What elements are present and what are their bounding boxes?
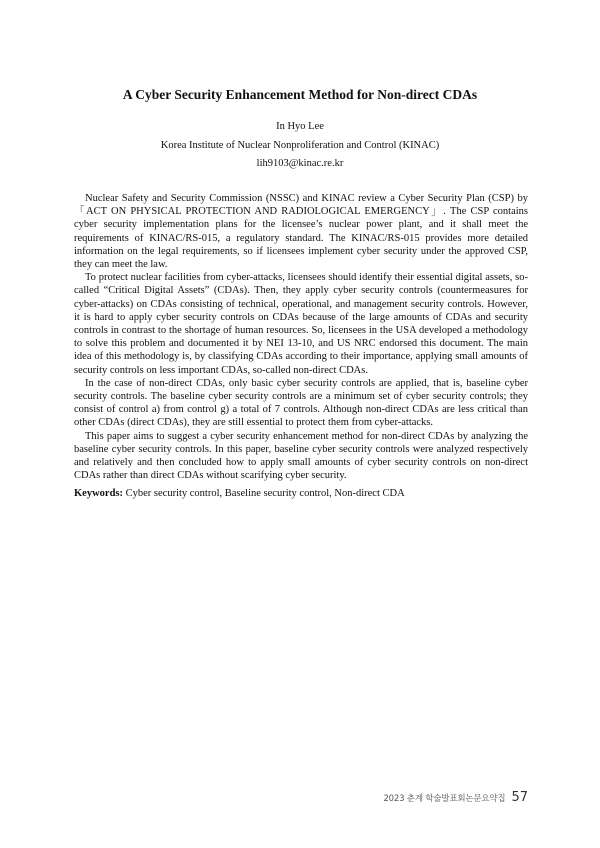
paper-title: A Cyber Security Enhancement Method for Non-direct CDAs: [122, 87, 478, 102]
author-affiliation: Korea Institute of Nuclear Nonproliferation and Control (KINAC): [160, 140, 440, 151]
page-number: 57: [511, 790, 528, 805]
abstract-paragraph: This paper aims to suggest a cyber security enhancement method for non-direct CDAs by analyzing the baseline cyber security controls. In this paper, baseline cyber security controls were analyzed respectively and relatively and then concluded how to apply small amounts of cyber security controls on non-direct CDAs rather than direct CDAs without scarifying cyber security.: [74, 430, 528, 482]
author-email: lih9103@kinac.re.kr: [256, 158, 344, 169]
abstract-body: [74, 192, 528, 482]
abstract-paragraph: To protect nuclear facilities from cyber-attacks, licensees should identify their essential digital assets, so-called “Critical Digital Assets” (CDAs). Then, they apply cyber security controls (countermeasures for cyber-attacks) on CDAs consisting of technical, operational, and management security controls. However, it is hard to apply cyber security controls on CDAs because of the large amounts of CDAs and security controls in contrast to the shortage of human resources. So, licensees in the USA developed a methodology to solve this problem and documented it by NEI 13-10, and US NRC endorsed this document. The main idea of this methodology is, by classifying CDAs according to their importance, applying small amounts of security controls on less important CDAs, so-called non-direct CDAs.: [74, 272, 528, 376]
author-name: In Hyo Lee: [276, 121, 324, 132]
abstract-paragraph: Nuclear Safety and Security Commission (NSSC) and KINAC review a Cyber Security Plan (CSP) by「ACT ON PHYSICAL PROTECTION AND RADIOLOGICAL EMERGENCY」. The CSP contains cyber security implementation plans for the licensee’s nuclear power plant, and it shall meet the requirements of KINAC/RS-015, a regulatory standard. The KINAC/RS-015 provides more detailed information on the legal requirements, so if licensees implement cyber security under the approved CSP, they can meet the law.: [74, 193, 528, 271]
page-footer: [383, 790, 528, 805]
abstract-paragraph: In the case of non-direct CDAs, only basic cyber security controls are applied, that is, baseline cyber security controls. The baseline cyber security controls are a minimum set of cyber security controls; they consist of control a) from control g) a total of 7 controls. Although non-direct CDAs are less critical than other CDAs (direct CDAs), they are still essential to protect them from cyber-attacks.: [74, 377, 528, 429]
keywords-line: [74, 488, 528, 499]
proceedings-title: 2023 춘계 학술발표회논문요약집: [383, 794, 506, 804]
keywords-label: Keywords:: [74, 488, 123, 499]
keywords-text: Cyber security control, Baseline security control, Non-direct CDA: [125, 488, 405, 499]
